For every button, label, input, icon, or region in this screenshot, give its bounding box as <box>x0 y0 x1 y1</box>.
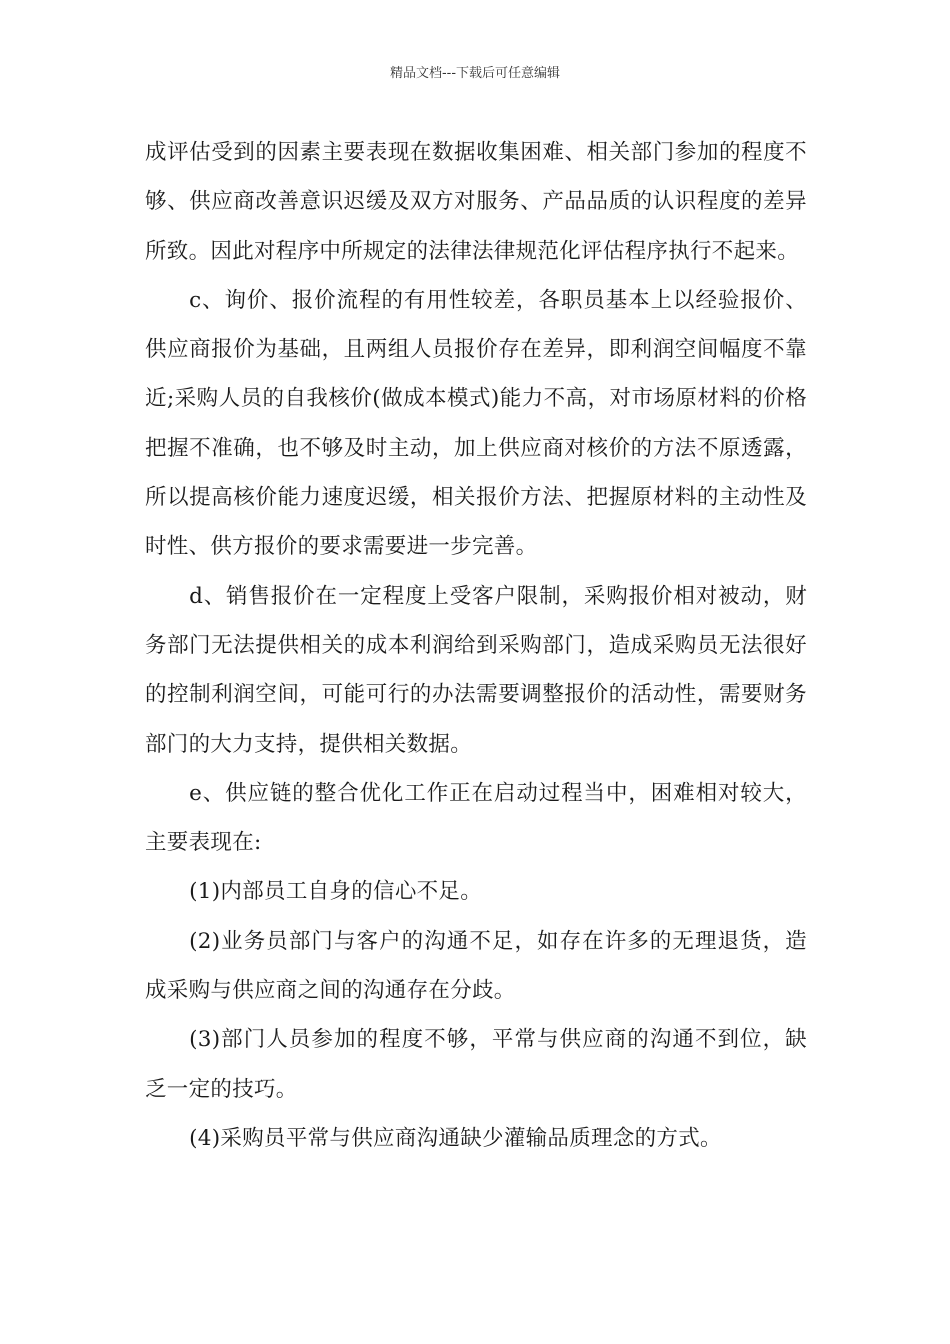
list-item-2: (2)业务员部门与客户的沟通不足，如存在许多的无理退货，造成采购与供应商之间的沟通存在分歧。 <box>145 928 807 1004</box>
paragraph-evaluation-continued: 成评估受到的因素主要表现在数据收集困难、相关部门参加的程度不够、供应商改善意识迟缓及双方对服务、产品品质的认识程度的差异所致。因此对程序中所规定的法律法律规范化评估程序执行不起来。 <box>145 140 807 264</box>
list-item-1: (1)内部员工自身的信心不足。 <box>189 879 483 905</box>
paragraph-d-sales-quotation: d、销售报价在一定程度上受客户限制，采购报价相对被动，财务部门无法提供相关的成本利润给到采购部门，造成采购员无法很好的控制利润空间，可能可行的办法需要调整报价的活动性，需要财务部门的大力支持，提供相关数据。 <box>145 583 807 757</box>
paragraph-c-inquiry-quotation: c、询价、报价流程的有用性较差，各职员基本上以经验报价、供应商报价为基础，且两组人员报价存在差异，即利润空间幅度不靠近;采购人员的自我核价(做成本模式)能力不高，对市场原材料的价格把握不准确，也不够及时主动，加上供应商对核价的方法不原透露，所以提高核价能力速度迟缓，相关报价方法、把握原材料的主动性及时性、供方报价的要求需要进一步完善。 <box>145 287 807 560</box>
page-header: 精品文档---下载后可任意编辑 <box>389 66 561 81</box>
list-item-4: (4)采购员平常与供应商沟通缺少灌输品质理念的方式。 <box>189 1125 722 1151</box>
list-item-3: (3)部门人员参加的程度不够，平常与供应商的沟通不到位，缺乏一定的技巧。 <box>145 1027 807 1102</box>
paragraph-e-supply-chain: e、供应链的整合优化工作正在启动过程当中，困难相对较大，主要表现在: <box>145 780 807 856</box>
document-body <box>145 128 807 1163</box>
